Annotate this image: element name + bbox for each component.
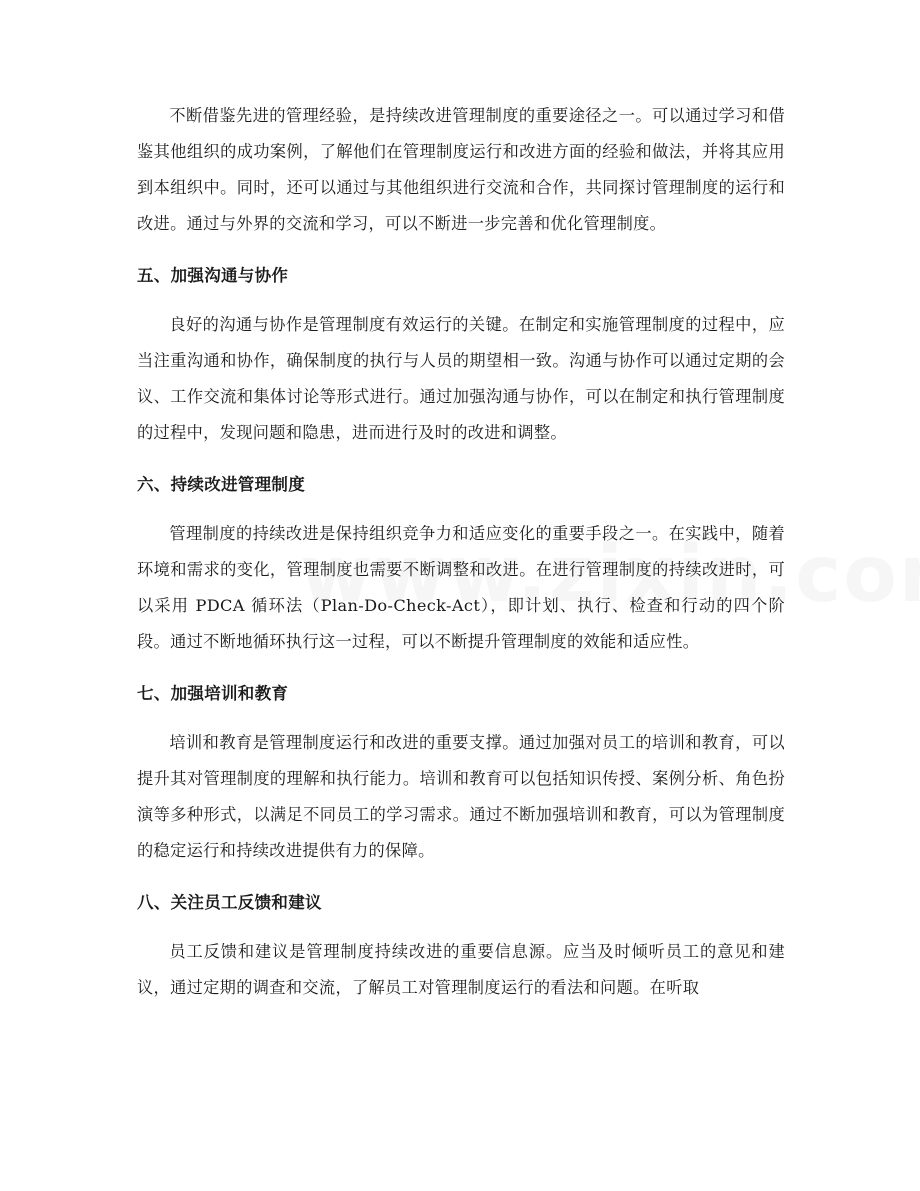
heading-employee-feedback: 八、关注员工反馈和建议 bbox=[137, 893, 322, 912]
paragraph-communication: 良好的沟通与协作是管理制度有效运行的关键。在制定和实施管理制度的过程中，应当注重沟通和协作，确保制度的执行与人员的期望相一致。沟通与协作可以通过定期的会议、工作交流和集体讨论等形式进行。通过加强沟通与协作，可以在制定和执行管理制度的过程中，发现问题和隐患，进而进行及时的改进和调整。 bbox=[137, 315, 785, 442]
paragraph-training: 培训和教育是管理制度运行和改进的重要支撑。通过加强对员工的培训和教育，可以提升其对管理制度的理解和执行能力。培训和教育可以包括知识传授、案例分析、角色扮演等多种形式，以满足不同员工的学习需求。通过不断加强培训和教育，可以为管理制度的稳定运行和持续改进提供有力的保障。 bbox=[137, 733, 785, 860]
document-body bbox=[137, 98, 785, 1006]
paragraph-learning: 不断借鉴先进的管理经验，是持续改进管理制度的重要途径之一。可以通过学习和借鉴其他组织的成功案例，了解他们在管理制度运行和改进方面的经验和做法，并将其应用到本组织中。同时，还可以通过与其他组织进行交流和合作，共同探讨管理制度的运行和改进。通过与外界的交流和学习，可以不断进一步完善和优化管理制度。 bbox=[137, 106, 785, 233]
heading-communication: 五、加强沟通与协作 bbox=[137, 266, 289, 285]
heading-continuous-improvement: 六、持续改进管理制度 bbox=[137, 475, 305, 494]
heading-training: 七、加强培训和教育 bbox=[137, 684, 289, 703]
paragraph-employee-feedback: 员工反馈和建议是管理制度持续改进的重要信息源。应当及时倾听员工的意见和建议，通过定期的调查和交流，了解员工对管理制度运行的看法和问题。在听取 bbox=[137, 942, 785, 997]
paragraph-continuous-improvement: 管理制度的持续改进是保持组织竞争力和适应变化的重要手段之一。在实践中，随着环境和需求的变化，管理制度也需要不断调整和改进。在进行管理制度的持续改进时，可以采用 PDCA 循环法（Plan-Do-Check-Act），即计划、执行、检查和行动的四个阶段。通过不断地循环执行这一过程，可以不断提升管理制度的效能和适应性。 bbox=[137, 524, 785, 651]
